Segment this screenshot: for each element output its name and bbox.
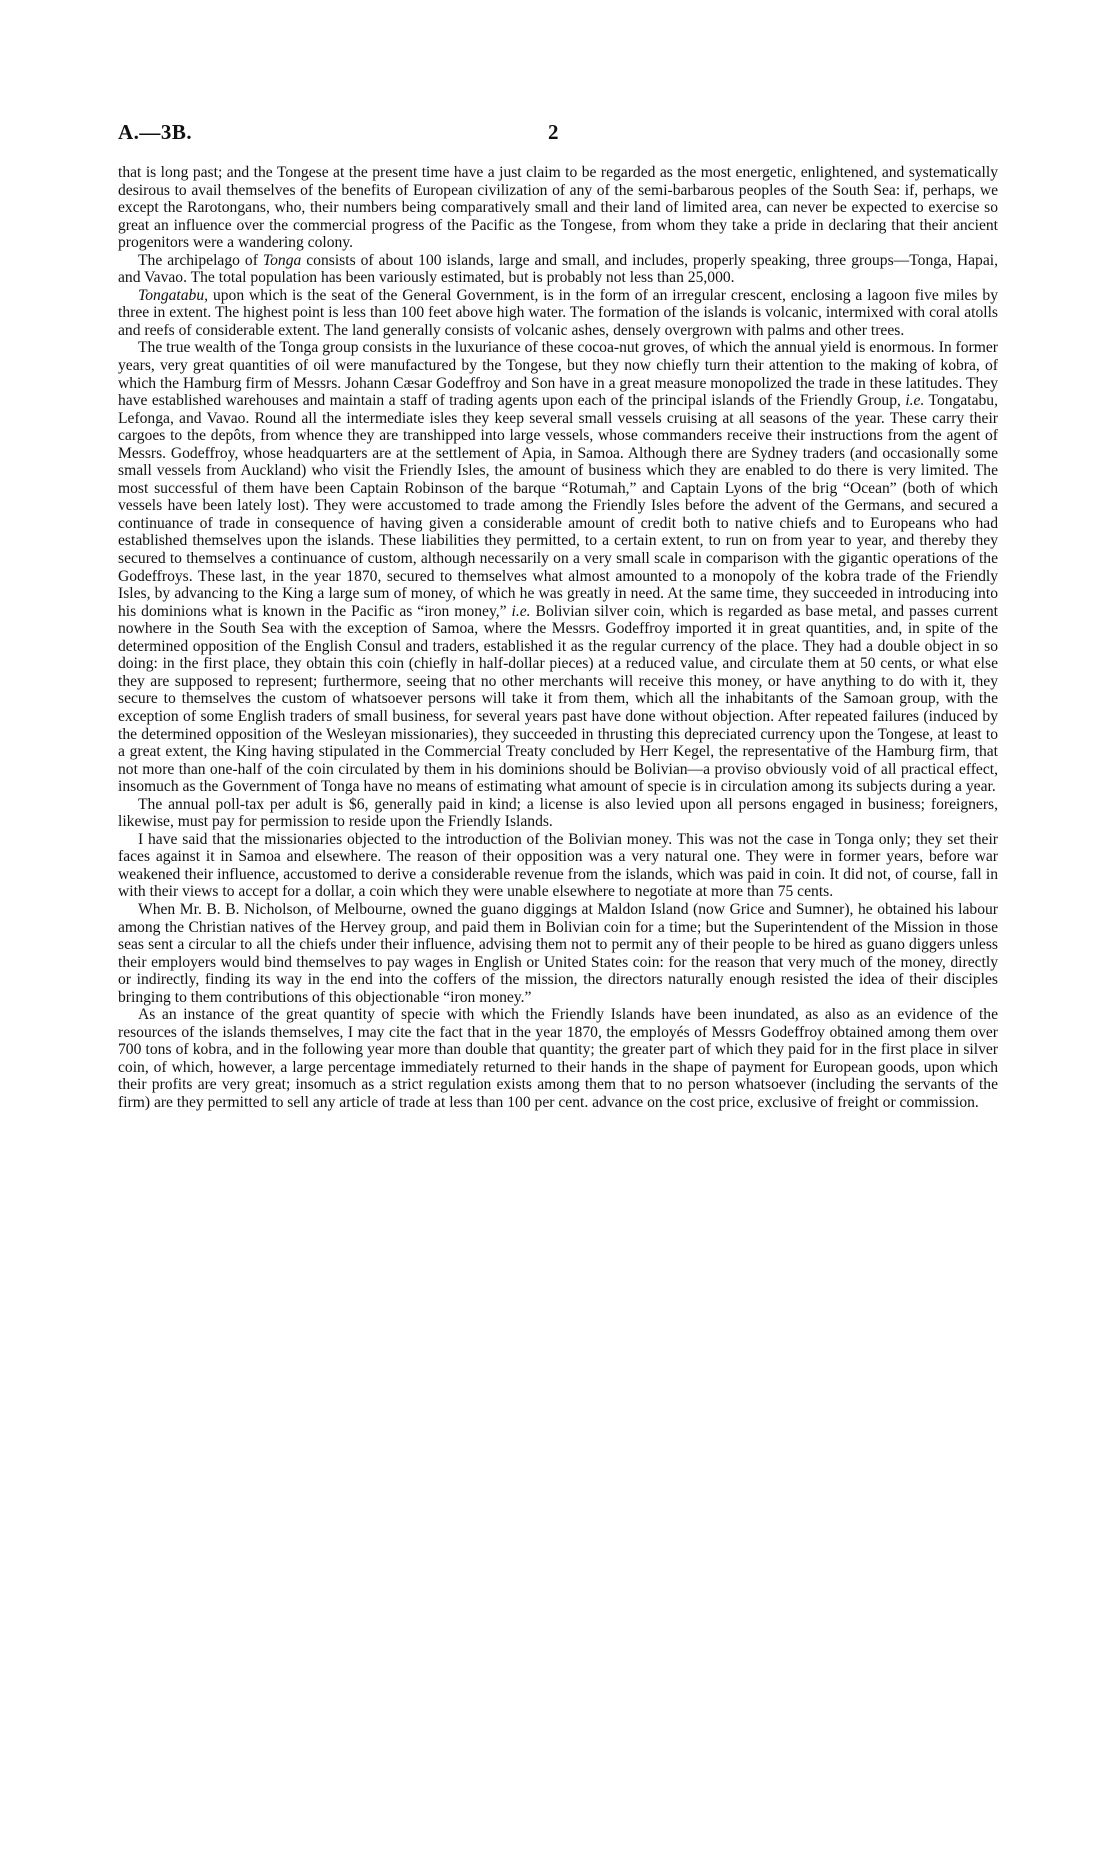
paragraph-2: The archipelago of Tonga consists of about 100 islands, large and small, and includes, properly speaking, three groups—Tonga, Hapai, and Vavao. The total population has been variously estimated, but is probably not less than 25,000. bbox=[118, 251, 998, 287]
page-header bbox=[118, 120, 998, 150]
italic-term-tongatabu: Tongatabu, bbox=[138, 286, 209, 304]
italic-ie: i.e. bbox=[905, 392, 925, 410]
paragraph-1: that is long past; and the Tongese at the present time have a just claim to be regarded as the most energetic, enlightened, and systematically desirous to avail themselves of the benefits of European civilization of any of the semi-barbarous peoples of the South Sea: if, perhaps, we except the Rarotongans, who, their numbers being comparatively small and their land of limited area, can never be expected to exercise so great an influence over the commercial progress of the Pacific as the Tongese, from whom they take a pride in declaring that their ancient progenitors were a wandering colony. bbox=[118, 164, 998, 252]
page-number: 2 bbox=[548, 120, 559, 144]
paragraph-6: I have said that the missionaries objected to the introduction of the Bolivian money. This was not the case in Tonga only; they set their faces against it in Samoa and elsewhere. The reason of their opposition was a very natural one. They were in former years, before war weakened their influence, accustomed to derive a considerable revenue from the islands, which was paid in coin. It did not, of course, fall in with their views to accept for a dollar, a coin which they were unable elsewhere to negotiate at more than 75 cents. bbox=[118, 830, 998, 901]
document-reference: A.—3B. bbox=[118, 120, 193, 144]
paragraph-4: The true wealth of the Tonga group consists in the luxuriance of these cocoa-nut groves, of which the annual yield is enormous. In former years, very great quantities of oil were manufactured by the Tongese, but they now chiefly turn their attention to the making of kobra, of which the Hamburg firm of Messrs. Johann Cæsar Godeffroy and Son have in a great measure monopolized the trade in these latitudes. They have established warehouses and maintain a staff of trading agents upon each of the principal islands of the Friendly Group, i.e. Tongatabu, Lefonga, and Vavao. Round all the intermediate isles they keep several small vessels cruising at all seasons of the year. These carry their cargoes to the depôts, from whence they are transhipped into large vessels, whose commanders receive their instructions from the agent of Messrs. Godeffroy, whose headquarters are at the settlement of Apia, in Samoa. Although there are Sydney traders (and occasionally some small vessels from Auckland) who visit the Friendly Isles, the amount of business which they are enabled to do there is very limited. The most successful of them have been Captain Robinson of the barque “Rotumah,” and Captain Lyons of the brig “Ocean” (both of which vessels have been lately lost). They were accustomed to trade among the Friendly Isles before the advent of the Germans, and secured a continuance of trade in consequence of having given a considerable amount of credit both to native chiefs and to Europeans who had established themselves upon the islands. These liabilities they permitted, to a certain extent, to run on from year to year, and thereby they secured to themselves a continuance of custom, although necessarily on a very small scale in comparison with the gigantic operations of the Godeffroys. These last, in the year 1870, secured to themselves what almost amounted to a monopoly of the kobra trade of the Friendly Isles, by advancing to the King a large sum of money, of which he was greatly in need. At the same time, they succeeded in introducing into his dominions what is known in the Pacific as “iron money,” i.e. Bolivian silver coin, which is regarded as base metal, and passes current nowhere in the South Sea with the exception of Samoa, where the Messrs. Godeffroy imported it in great quantities, and, in spite of the determined opposition of the English Consul and traders, established it as the regular currency of the place. They had a double object in so doing: in the first place, they obtain this coin (chiefly in half-dollar pieces) at a reduced value, and circulate them at 50 cents, or what else they are supposed to represent; furthermore, seeing that no other merchants will receive this money, or have anything to do with it, they secure to themselves the custom of whatsoever persons will take it from them, which all the inhabitants of the Samoan group, with the exception of some English traders of small business, for several years past have done without objection. After repeated failures (induced by the determined opposition of the Wesleyan missionaries), they succeeded in thrusting this depreciated currency upon the Tongese, at least to a great extent, the King having stipulated in the Commercial Treaty concluded by Herr Kegel, the representative of the Hamburg firm, that not more than one-half of the coin circulated by them in his dominions should be Bolivian—a proviso obviously void of all practical effect, insomuch as the Government of Tonga have no means of estimating what amount of specie is in circulation among its subjects during a year. bbox=[118, 339, 998, 796]
paragraph-5: The annual poll-tax per adult is $6, generally paid in kind; a license is also levied upon all persons engaged in business; foreigners, likewise, must pay for permission to reside upon the Friendly Islands. bbox=[118, 795, 998, 831]
italic-ie: i.e. bbox=[511, 602, 531, 620]
paragraph-8: As an instance of the great quantity of specie with which the Friendly Islands have been inundated, as also as an evidence of the resources of the islands themselves, I may cite the fact that in the year 1870, the employés of Messrs Godeffroy obtained among them over 700 tons of kobra, and in the following year more than double that quantity; the greater part of which they paid for in the first place in silver coin, of which, however, a large percentage immediately returned to their hands in the shape of payment for European goods, upon which their profits are very great; insomuch as a strict regulation exists among them that to no person whatsoever (including the servants of the firm) are they permitted to sell any article of trade at less than 100 per cent. advance on the cost price, exclusive of freight or commission. bbox=[118, 1006, 998, 1111]
paragraph-7: When Mr. B. B. Nicholson, of Melbourne, owned the guano diggings at Maldon Island (now Grice and Sumner), he obtained his labour among the Christian natives of the Hervey group, and paid them in Bolivian coin for a time; but the Superintendent of the Mission in those seas sent a circular to all the chiefs under their influence, advising them not to permit any of their people to be hired as guano diggers unless their employers would bind themselves to pay wages in English or United States coin: for the reason that very much of the money, directly or indirectly, finding its way in the end into the coffers of the mission, the directors naturally enough resisted the idea of their disciples bringing to them contributions of this objectionable “iron money.” bbox=[118, 900, 998, 1006]
paragraph-3: Tongatabu, upon which is the seat of the General Government, is in the form of an irregular crescent, enclosing a lagoon five miles by three in extent. The highest point is less than 100 feet above high water. The formation of the islands is volcanic, intermixed with coral atolls and reefs of considerable extent. The land generally consists of volcanic ashes, densely overgrown with palms and other trees. bbox=[118, 286, 998, 339]
body-text bbox=[118, 164, 998, 1112]
italic-term-tonga: Tonga bbox=[262, 251, 302, 269]
